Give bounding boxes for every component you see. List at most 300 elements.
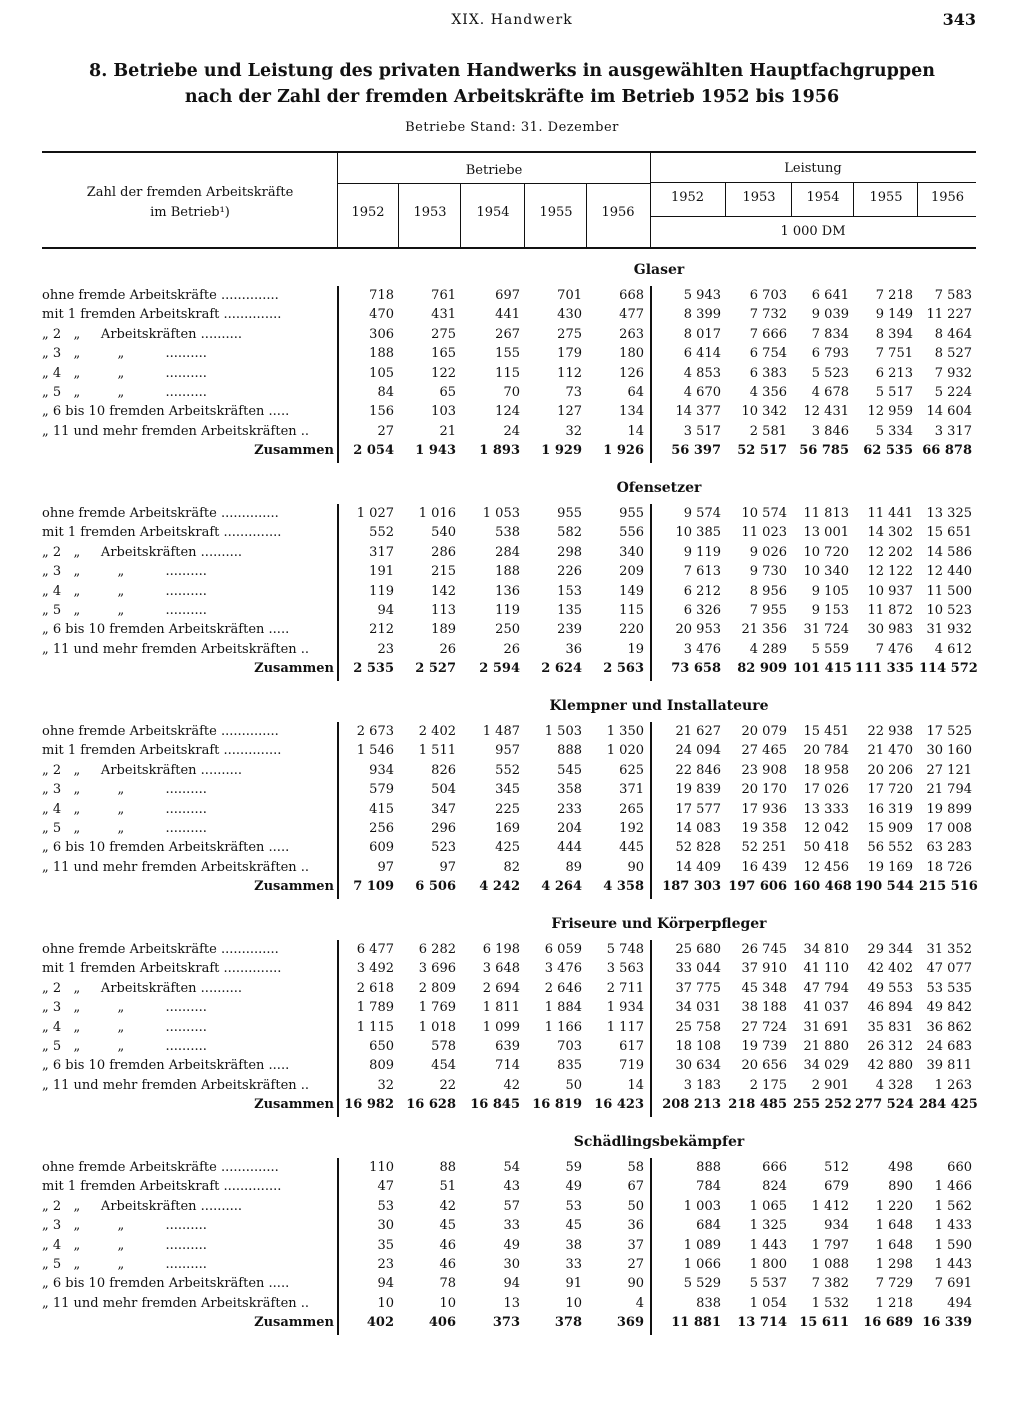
betriebe-cell: 701 bbox=[557, 288, 582, 303]
betriebe-year-header: 1955 bbox=[539, 205, 573, 220]
column-rule bbox=[337, 940, 339, 1117]
betriebe-year-header: 1956 bbox=[601, 205, 635, 220]
betriebe-cell: 112 bbox=[557, 365, 582, 381]
table-row bbox=[42, 743, 976, 762]
leistung-cell: 10 720 bbox=[803, 544, 849, 560]
table-row bbox=[42, 981, 976, 1000]
leistung-cell: 27 724 bbox=[741, 1019, 787, 1035]
leistung-cell: 49 553 bbox=[867, 980, 913, 996]
betriebe-cell: 47 bbox=[377, 1179, 394, 1195]
leistung-cell: 21 470 bbox=[867, 743, 913, 759]
leistung-cell: 19 739 bbox=[741, 1039, 787, 1054]
table-row bbox=[42, 724, 976, 743]
betriebe-cell: 53 bbox=[565, 1198, 582, 1214]
leistung-cell: 45 348 bbox=[741, 980, 787, 996]
betriebe-cell: 3 492 bbox=[356, 961, 394, 977]
leistung-cell: 16 319 bbox=[867, 801, 913, 817]
betriebe-cell: 955 bbox=[557, 506, 582, 521]
betriebe-cell: 256 bbox=[369, 821, 394, 836]
row-label: „ 2 „ Arbeitskräften .......... bbox=[42, 1198, 243, 1214]
leistung-cell: 111 335 bbox=[855, 661, 914, 677]
leistung-cell: 29 344 bbox=[867, 942, 913, 957]
leistung-cell: 934 bbox=[824, 1218, 849, 1234]
betriebe-cell: 97 bbox=[377, 859, 394, 875]
betriebe-cell: 275 bbox=[557, 326, 582, 342]
betriebe-cell: 27 bbox=[627, 1257, 644, 1272]
betriebe-cell: 42 bbox=[503, 1077, 520, 1093]
column-rule bbox=[337, 722, 339, 899]
leistung-cell: 4 853 bbox=[683, 365, 721, 381]
betriebe-cell: 10 bbox=[439, 1295, 456, 1311]
betriebe-cell: 21 bbox=[439, 423, 456, 439]
leistung-cell: 42 880 bbox=[867, 1058, 913, 1074]
betriebe-cell: 14 bbox=[627, 423, 644, 439]
betriebe-cell: 35 bbox=[377, 1237, 394, 1253]
leistung-cell: 9 039 bbox=[811, 307, 849, 323]
leistung-cell: 1 800 bbox=[749, 1257, 787, 1272]
leistung-cell: 1 325 bbox=[749, 1218, 787, 1234]
betriebe-cell: 2 054 bbox=[353, 443, 394, 459]
leistung-cell: 1 443 bbox=[749, 1237, 787, 1253]
leistung-cell: 9 574 bbox=[683, 506, 721, 521]
leistung-cell: 21 356 bbox=[741, 622, 787, 638]
betriebe-cell: 668 bbox=[619, 288, 644, 303]
leistung-cell: 15 651 bbox=[926, 525, 972, 541]
betriebe-cell: 347 bbox=[431, 801, 456, 817]
betriebe-cell: 617 bbox=[619, 1039, 644, 1054]
group-title: Friseure und Körperpfleger bbox=[551, 916, 767, 932]
betriebe-cell: 454 bbox=[431, 1058, 456, 1074]
table-row bbox=[42, 1199, 976, 1218]
leistung-cell: 114 572 bbox=[919, 661, 978, 677]
leistung-cell: 3 517 bbox=[683, 423, 721, 439]
leistung-cell: 22 846 bbox=[675, 762, 721, 778]
row-label: „ 5 „ „ .......... bbox=[42, 821, 207, 836]
leistung-cell: 8 394 bbox=[875, 326, 913, 342]
betriebe-cell: 441 bbox=[495, 307, 520, 323]
leistung-cell: 679 bbox=[824, 1179, 849, 1195]
leistung-year-header: 1952 bbox=[670, 190, 705, 205]
leistung-cell: 6 793 bbox=[811, 346, 849, 362]
betriebe-cell: 110 bbox=[369, 1160, 394, 1175]
betriebe-cell: 371 bbox=[619, 782, 644, 798]
leistung-cell: 34 031 bbox=[675, 1000, 721, 1016]
leistung-cell: 8 956 bbox=[749, 583, 787, 599]
column-rule bbox=[650, 286, 652, 463]
leistung-cell: 12 202 bbox=[867, 544, 913, 560]
leistung-cell: 838 bbox=[696, 1295, 721, 1311]
header-divider bbox=[725, 183, 726, 217]
leistung-cell: 1 532 bbox=[811, 1295, 849, 1311]
betriebe-year-header: 1952 bbox=[351, 205, 385, 220]
leistung-cell: 1 089 bbox=[683, 1237, 721, 1253]
leistung-cell: 24 094 bbox=[675, 743, 721, 759]
leistung-cell: 3 846 bbox=[811, 423, 849, 439]
row-label: „ 2 „ Arbeitskräften .......... bbox=[42, 544, 243, 560]
leistung-cell: 3 317 bbox=[934, 423, 972, 439]
leistung-cell: 38 188 bbox=[741, 1000, 787, 1016]
leistung-cell: 255 252 bbox=[793, 1097, 852, 1113]
betriebe-cell: 225 bbox=[495, 801, 520, 817]
leistung-cell: 50 418 bbox=[803, 840, 849, 856]
leistung-cell: 7 732 bbox=[749, 307, 787, 323]
leistung-cell: 37 775 bbox=[675, 980, 721, 996]
leistung-cell: 160 468 bbox=[793, 879, 852, 895]
betriebe-cell: 265 bbox=[619, 801, 644, 817]
leistung-cell: 660 bbox=[947, 1160, 972, 1175]
betriebe-cell: 70 bbox=[503, 385, 520, 400]
row-label: mit 1 fremden Arbeitskraft .............. bbox=[42, 1179, 282, 1195]
betriebe-cell: 188 bbox=[369, 346, 394, 362]
betriebe-cell: 94 bbox=[503, 1276, 520, 1292]
leistung-cell: 1 066 bbox=[683, 1257, 721, 1272]
row-label: „ 5 „ „ .......... bbox=[42, 1039, 207, 1054]
betriebe-cell: 1 769 bbox=[418, 1000, 456, 1016]
total-row bbox=[42, 443, 976, 462]
betriebe-cell: 340 bbox=[619, 544, 644, 560]
betriebe-cell: 4 358 bbox=[603, 879, 644, 895]
row-label: „ 3 „ „ .......... bbox=[42, 564, 207, 580]
row-label: „ 4 „ „ .......... bbox=[42, 801, 207, 817]
betriebe-cell: 317 bbox=[369, 544, 394, 560]
leistung-cell: 4 356 bbox=[749, 385, 787, 400]
leistung-cell: 284 425 bbox=[919, 1097, 978, 1113]
leistung-cell: 11 500 bbox=[926, 583, 972, 599]
row-label: „ 6 bis 10 fremden Arbeitskräften ..... bbox=[42, 1058, 290, 1074]
leistung-cell: 39 811 bbox=[926, 1058, 972, 1074]
betriebe-cell: 97 bbox=[439, 859, 456, 875]
leistung-cell: 6 703 bbox=[749, 288, 787, 303]
group-title: Glaser bbox=[633, 262, 685, 278]
leistung-cell: 4 678 bbox=[811, 385, 849, 400]
leistung-cell: 36 862 bbox=[926, 1019, 972, 1035]
leistung-cell: 27 121 bbox=[926, 762, 972, 778]
row-label: „ 4 „ „ .......... bbox=[42, 1237, 207, 1253]
table-subtitle: Betriebe Stand: 31. Dezember bbox=[405, 120, 619, 135]
leistung-cell: 19 169 bbox=[867, 859, 913, 875]
betriebe-cell: 650 bbox=[369, 1039, 394, 1054]
leistung-cell: 1 648 bbox=[875, 1237, 913, 1253]
betriebe-cell: 1 166 bbox=[544, 1019, 582, 1035]
row-label: Zusammen bbox=[254, 661, 334, 677]
page-header bbox=[0, 4, 1024, 30]
leistung-cell: 20 953 bbox=[675, 622, 721, 638]
betriebe-cell: 2 594 bbox=[479, 661, 520, 677]
leistung-cell: 197 606 bbox=[728, 879, 787, 895]
leistung-cell: 6 383 bbox=[749, 365, 787, 381]
table-row bbox=[42, 288, 976, 307]
betriebe-cell: 3 563 bbox=[606, 961, 644, 977]
header-divider bbox=[917, 183, 918, 217]
leistung-cell: 18 958 bbox=[803, 762, 849, 778]
betriebe-cell: 209 bbox=[619, 564, 644, 580]
table-row bbox=[42, 1238, 976, 1257]
leistung-cell: 7 666 bbox=[749, 326, 787, 342]
betriebe-cell: 415 bbox=[369, 801, 394, 817]
leistung-cell: 17 720 bbox=[867, 782, 913, 798]
leistung-cell: 1 443 bbox=[934, 1257, 972, 1272]
betriebe-cell: 552 bbox=[495, 762, 520, 778]
row-label: ohne fremde Arbeitskräfte .............. bbox=[42, 506, 279, 521]
leistung-cell: 21 880 bbox=[803, 1039, 849, 1054]
leistung-cell: 13 001 bbox=[803, 525, 849, 541]
leistung-cell: 52 517 bbox=[737, 443, 787, 459]
betriebe-cell: 2 673 bbox=[356, 724, 394, 739]
leistung-cell: 1 298 bbox=[875, 1257, 913, 1272]
leistung-cell: 4 670 bbox=[683, 385, 721, 400]
leistung-cell: 30 983 bbox=[867, 622, 913, 638]
betriebe-cell: 4 bbox=[635, 1295, 644, 1311]
betriebe-cell: 6 506 bbox=[415, 879, 456, 895]
table-row bbox=[42, 763, 976, 782]
betriebe-cell: 306 bbox=[369, 326, 394, 342]
betriebe-cell: 53 bbox=[377, 1198, 394, 1214]
leistung-cell: 7 382 bbox=[811, 1276, 849, 1292]
table-row bbox=[42, 642, 976, 661]
column-rule bbox=[650, 722, 652, 899]
betriebe-cell: 3 476 bbox=[544, 961, 582, 977]
leistung-cell: 11 872 bbox=[867, 603, 913, 618]
row-label: Zusammen bbox=[254, 443, 334, 459]
leistung-cell: 11 881 bbox=[671, 1315, 721, 1331]
betriebe-cell: 2 535 bbox=[353, 661, 394, 677]
betriebe-cell: 89 bbox=[565, 859, 582, 875]
leistung-cell: 1 797 bbox=[811, 1237, 849, 1253]
leistung-cell: 1 054 bbox=[749, 1295, 787, 1311]
betriebe-cell: 14 bbox=[627, 1077, 644, 1093]
table-row bbox=[42, 860, 976, 879]
leistung-cell: 21 627 bbox=[675, 724, 721, 739]
leistung-cell: 10 523 bbox=[926, 603, 972, 618]
betriebe-cell: 50 bbox=[565, 1077, 582, 1093]
leistung-cell: 31 691 bbox=[803, 1019, 849, 1035]
betriebe-cell: 90 bbox=[627, 859, 644, 875]
leistung-cell: 11 813 bbox=[803, 506, 849, 521]
header-divider bbox=[853, 183, 854, 217]
betriebe-cell: 714 bbox=[495, 1058, 520, 1074]
row-label: Zusammen bbox=[254, 879, 334, 895]
betriebe-cell: 119 bbox=[369, 583, 394, 599]
betriebe-cell: 26 bbox=[503, 641, 520, 657]
row-label: „ 3 „ „ .......... bbox=[42, 1218, 207, 1234]
leistung-cell: 31 724 bbox=[803, 622, 849, 638]
leistung-cell: 5 523 bbox=[811, 365, 849, 381]
leistung-cell: 20 170 bbox=[741, 782, 787, 798]
betriebe-cell: 119 bbox=[495, 603, 520, 618]
page-number: 343 bbox=[942, 10, 976, 29]
row-label: „ 11 und mehr fremden Arbeitskräften .. bbox=[42, 1077, 310, 1093]
leistung-cell: 56 785 bbox=[799, 443, 849, 459]
betriebe-cell: 3 696 bbox=[418, 961, 456, 977]
leistung-cell: 21 794 bbox=[926, 782, 972, 798]
betriebe-cell: 13 bbox=[503, 1295, 520, 1311]
leistung-cell: 12 431 bbox=[803, 404, 849, 420]
betriebe-cell: 215 bbox=[431, 564, 456, 580]
row-label: „ 4 „ „ .......... bbox=[42, 365, 207, 381]
row-label: „ 2 „ Arbeitskräften .......... bbox=[42, 980, 243, 996]
betriebe-cell: 826 bbox=[431, 762, 456, 778]
table-row bbox=[42, 821, 976, 840]
row-label: „ 5 „ „ .......... bbox=[42, 385, 207, 400]
leistung-cell: 15 611 bbox=[799, 1315, 849, 1331]
table-row bbox=[42, 1020, 976, 1039]
leistung-cell: 2 901 bbox=[811, 1077, 849, 1093]
leistung-cell: 23 908 bbox=[741, 762, 787, 778]
leistung-cell: 33 044 bbox=[675, 961, 721, 977]
leistung-cell: 56 552 bbox=[867, 840, 913, 856]
row-label: mit 1 fremden Arbeitskraft .............. bbox=[42, 307, 282, 323]
leistung-cell: 18 108 bbox=[675, 1039, 721, 1054]
betriebe-cell: 540 bbox=[431, 525, 456, 541]
total-row bbox=[42, 661, 976, 680]
column-rule bbox=[650, 940, 652, 1117]
leistung-cell: 30 160 bbox=[926, 743, 972, 759]
betriebe-cell: 59 bbox=[565, 1160, 582, 1175]
row-label: „ 6 bis 10 fremden Arbeitskräften ..... bbox=[42, 840, 290, 856]
betriebe-cell: 94 bbox=[377, 1276, 394, 1292]
leistung-cell: 12 440 bbox=[926, 564, 972, 580]
leistung-cell: 34 029 bbox=[803, 1058, 849, 1074]
betriebe-cell: 888 bbox=[557, 743, 582, 759]
betriebe-cell: 169 bbox=[495, 821, 520, 836]
leistung-cell: 15 451 bbox=[803, 724, 849, 739]
betriebe-cell: 1 018 bbox=[418, 1019, 456, 1035]
row-label: „ 11 und mehr fremden Arbeitskräften .. bbox=[42, 859, 310, 875]
leistung-cell: 73 658 bbox=[671, 661, 721, 677]
row-label: mit 1 fremden Arbeitskraft .............. bbox=[42, 743, 282, 759]
column-rule bbox=[337, 1158, 339, 1335]
leistung-cell: 8 464 bbox=[934, 326, 972, 342]
row-label: „ 4 „ „ .......... bbox=[42, 583, 207, 599]
betriebe-cell: 126 bbox=[619, 365, 644, 381]
betriebe-cell: 88 bbox=[439, 1160, 456, 1175]
leistung-cell: 7 613 bbox=[683, 564, 721, 580]
leistung-cell: 2 175 bbox=[749, 1077, 787, 1093]
row-label: Zusammen bbox=[254, 1315, 334, 1331]
leistung-cell: 20 784 bbox=[803, 743, 849, 759]
table-header bbox=[42, 151, 976, 249]
header-rule bbox=[651, 216, 976, 217]
betriebe-cell: 27 bbox=[377, 423, 394, 439]
table-row bbox=[42, 1078, 976, 1097]
table-row bbox=[42, 307, 976, 326]
betriebe-cell: 142 bbox=[431, 583, 456, 599]
row-label: „ 5 „ „ .......... bbox=[42, 603, 207, 618]
group-title: Klempner und Installateure bbox=[549, 698, 769, 714]
betriebe-cell: 406 bbox=[428, 1315, 456, 1331]
leistung-cell: 1 412 bbox=[811, 1198, 849, 1214]
betriebe-cell: 4 264 bbox=[541, 879, 582, 895]
betriebe-cell: 165 bbox=[431, 346, 456, 362]
betriebe-cell: 934 bbox=[369, 762, 394, 778]
leistung-cell: 16 439 bbox=[741, 859, 787, 875]
leistung-cell: 19 899 bbox=[926, 801, 972, 817]
header-divider bbox=[791, 183, 792, 217]
betriebe-cell: 16 982 bbox=[344, 1097, 394, 1113]
betriebe-cell: 45 bbox=[565, 1218, 582, 1234]
betriebe-cell: 1 789 bbox=[356, 1000, 394, 1016]
leistung-cell: 15 909 bbox=[867, 821, 913, 836]
leistung-cell: 14 302 bbox=[867, 525, 913, 541]
betriebe-cell: 43 bbox=[503, 1179, 520, 1195]
betriebe-cell: 191 bbox=[369, 564, 394, 580]
table-row bbox=[42, 622, 976, 641]
table-row bbox=[42, 564, 976, 583]
header-rule bbox=[651, 182, 976, 183]
betriebe-cell: 373 bbox=[492, 1315, 520, 1331]
leistung-cell: 6 212 bbox=[683, 583, 721, 599]
leistung-cell: 4 289 bbox=[749, 641, 787, 657]
betriebe-cell: 78 bbox=[439, 1276, 456, 1292]
betriebe-cell: 1 811 bbox=[482, 1000, 520, 1016]
leistung-cell: 7 476 bbox=[875, 641, 913, 657]
group-title: Schädlingsbekämpfer bbox=[573, 1134, 745, 1150]
betriebe-cell: 33 bbox=[565, 1257, 582, 1272]
leistung-cell: 19 358 bbox=[741, 821, 787, 836]
betriebe-cell: 296 bbox=[431, 821, 456, 836]
betriebe-cell: 545 bbox=[557, 762, 582, 778]
table-row bbox=[42, 525, 976, 544]
table-row bbox=[42, 942, 976, 961]
betriebe-cell: 1 020 bbox=[606, 743, 644, 759]
betriebe-cell: 46 bbox=[439, 1237, 456, 1253]
leistung-cell: 49 842 bbox=[926, 1000, 972, 1016]
betriebe-cell: 579 bbox=[369, 782, 394, 798]
betriebe-cell: 6 477 bbox=[356, 942, 394, 957]
betriebe-cell: 2 527 bbox=[415, 661, 456, 677]
table-row bbox=[42, 1257, 976, 1276]
leistung-cell: 190 544 bbox=[855, 879, 914, 895]
betriebe-cell: 103 bbox=[431, 404, 456, 420]
betriebe-cell: 84 bbox=[377, 385, 394, 400]
betriebe-cell: 179 bbox=[557, 346, 582, 362]
leistung-cell: 10 342 bbox=[741, 404, 787, 420]
table-row bbox=[42, 1000, 976, 1019]
row-label: „ 5 „ „ .......... bbox=[42, 1257, 207, 1272]
leistung-cell: 9 149 bbox=[875, 307, 913, 323]
leistung-cell: 11 227 bbox=[926, 307, 972, 323]
leistung-cell: 824 bbox=[762, 1179, 787, 1195]
betriebe-cell: 538 bbox=[495, 525, 520, 541]
betriebe-cell: 58 bbox=[627, 1160, 644, 1175]
table-row bbox=[42, 782, 976, 801]
betriebe-cell: 2 646 bbox=[544, 980, 582, 996]
leistung-cell: 218 485 bbox=[728, 1097, 787, 1113]
row-label: ohne fremde Arbeitskräfte .............. bbox=[42, 288, 279, 303]
leistung-cell: 7 583 bbox=[934, 288, 972, 303]
betriebe-cell: 32 bbox=[377, 1077, 394, 1093]
betriebe-cell: 1 943 bbox=[415, 443, 456, 459]
column-rule bbox=[337, 286, 339, 463]
leistung-cell: 14 586 bbox=[926, 544, 972, 560]
leistung-cell: 16 339 bbox=[922, 1315, 972, 1331]
betriebe-cell: 1 487 bbox=[482, 724, 520, 739]
betriebe-cell: 10 bbox=[377, 1295, 394, 1311]
betriebe-cell: 94 bbox=[377, 603, 394, 618]
betriebe-cell: 378 bbox=[554, 1315, 582, 1331]
betriebe-cell: 358 bbox=[557, 782, 582, 798]
leistung-cell: 14 604 bbox=[926, 404, 972, 420]
betriebe-cell: 239 bbox=[557, 622, 582, 638]
betriebe-cell: 697 bbox=[495, 288, 520, 303]
leistung-cell: 17 577 bbox=[675, 801, 721, 817]
leistung-cell: 12 959 bbox=[867, 404, 913, 420]
betriebe-header: Betriebe bbox=[465, 163, 523, 178]
betriebe-cell: 430 bbox=[557, 307, 582, 323]
betriebe-cell: 54 bbox=[503, 1160, 520, 1175]
unit-header: 1 000 DM bbox=[780, 224, 846, 239]
betriebe-cell: 91 bbox=[565, 1276, 582, 1292]
